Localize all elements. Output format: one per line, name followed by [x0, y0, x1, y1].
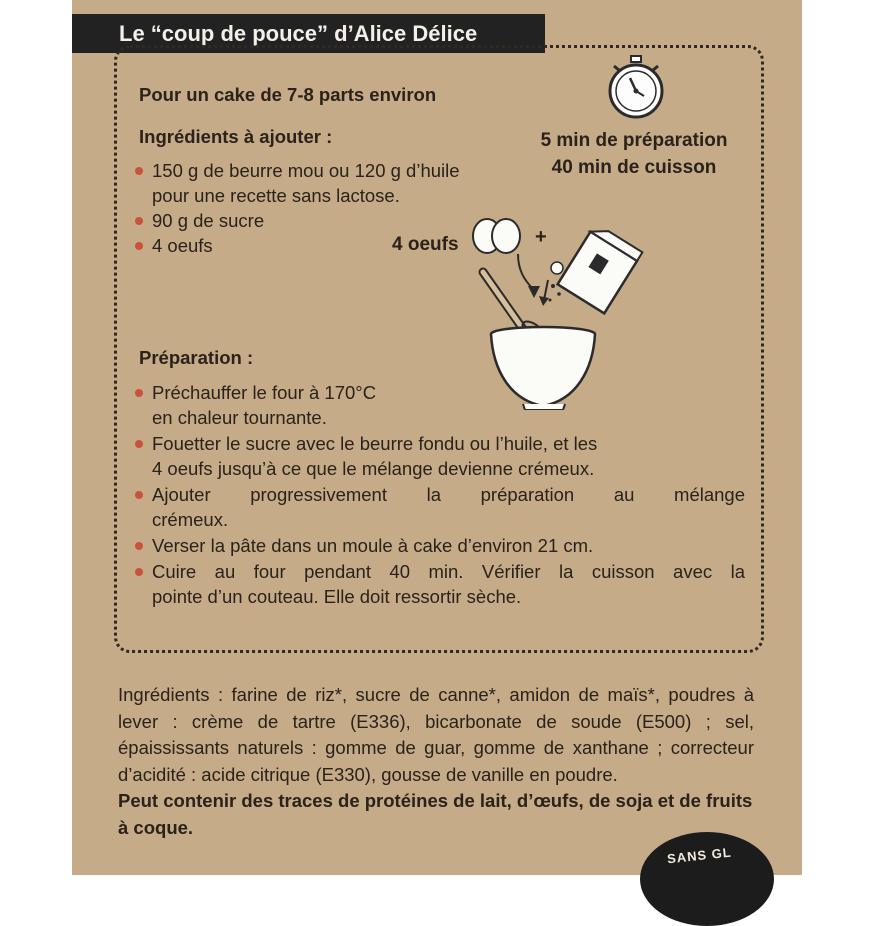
bullet-icon — [135, 242, 143, 250]
bullet-icon — [135, 440, 143, 448]
stopwatch-icon — [600, 54, 672, 120]
bullet-icon — [135, 167, 143, 175]
preparation-heading: Préparation : — [139, 347, 254, 368]
prep-time: 5 min de préparation — [540, 130, 728, 151]
plus-sign: + — [535, 226, 547, 248]
list-item: Préchauffer le four à 170°C en chaleur tournante. — [135, 380, 745, 430]
bullet-icon — [135, 491, 143, 499]
list-item: Verser la pâte dans un moule à cake d’environ 21 cm. — [135, 533, 745, 558]
list-item: 4 oeufs — [135, 233, 535, 258]
eggs-label: 4 oeufs — [392, 234, 459, 255]
bullet-icon — [135, 217, 143, 225]
ingredients-heading: Ingrédients à ajouter : — [139, 126, 333, 147]
list-item: 150 g de beurre mou ou 120 g d’huile pour une recette sans lactose. — [135, 158, 535, 208]
bullet-icon — [135, 389, 143, 397]
list-item: Fouetter le sucre avec le beurre fondu ou l’huile, et les 4 oeufs jusqu’à ce que le mélange devienne crémeux. — [135, 431, 745, 481]
serving-size: Pour un cake de 7-8 parts environ — [139, 84, 437, 105]
list-item: Cuire au four pendant 40 min. Vérifier la cuisson avec la pointe d’un couteau. Elle doit ressortir sèche. — [135, 559, 745, 609]
bullet-icon — [135, 568, 143, 576]
cooking-times — [524, 127, 744, 181]
ingredients-text: Ingrédients : farine de riz*, sucre de canne*, amidon de maïs*, poudres à lever : crème de tartre (E336), bicarbonate de soude (E500) ; sel, épaississants naturels : gomme de guar, gomme de xanthane ; correcteur d’acidité : acide citrique (E330), gousse de vanille en poudre. — [118, 684, 754, 785]
page-title: Le “coup de pouce” d’Alice Délice — [72, 14, 545, 53]
cook-time: 40 min de cuisson — [551, 157, 717, 178]
badge-label: SANS GL — [666, 844, 733, 867]
list-item: 90 g de sucre — [135, 208, 535, 233]
bullet-icon — [135, 542, 143, 550]
list-item: Ajouter progressivement la préparation au mélange crémeux. — [135, 482, 745, 532]
gluten-free-badge — [640, 832, 774, 926]
preparation-steps — [135, 380, 745, 610]
allergen-traces: Peut contenir des traces de protéines de lait, d’œufs, de soja et de fruits à coque. — [118, 790, 753, 838]
ingredients-section — [118, 682, 754, 841]
